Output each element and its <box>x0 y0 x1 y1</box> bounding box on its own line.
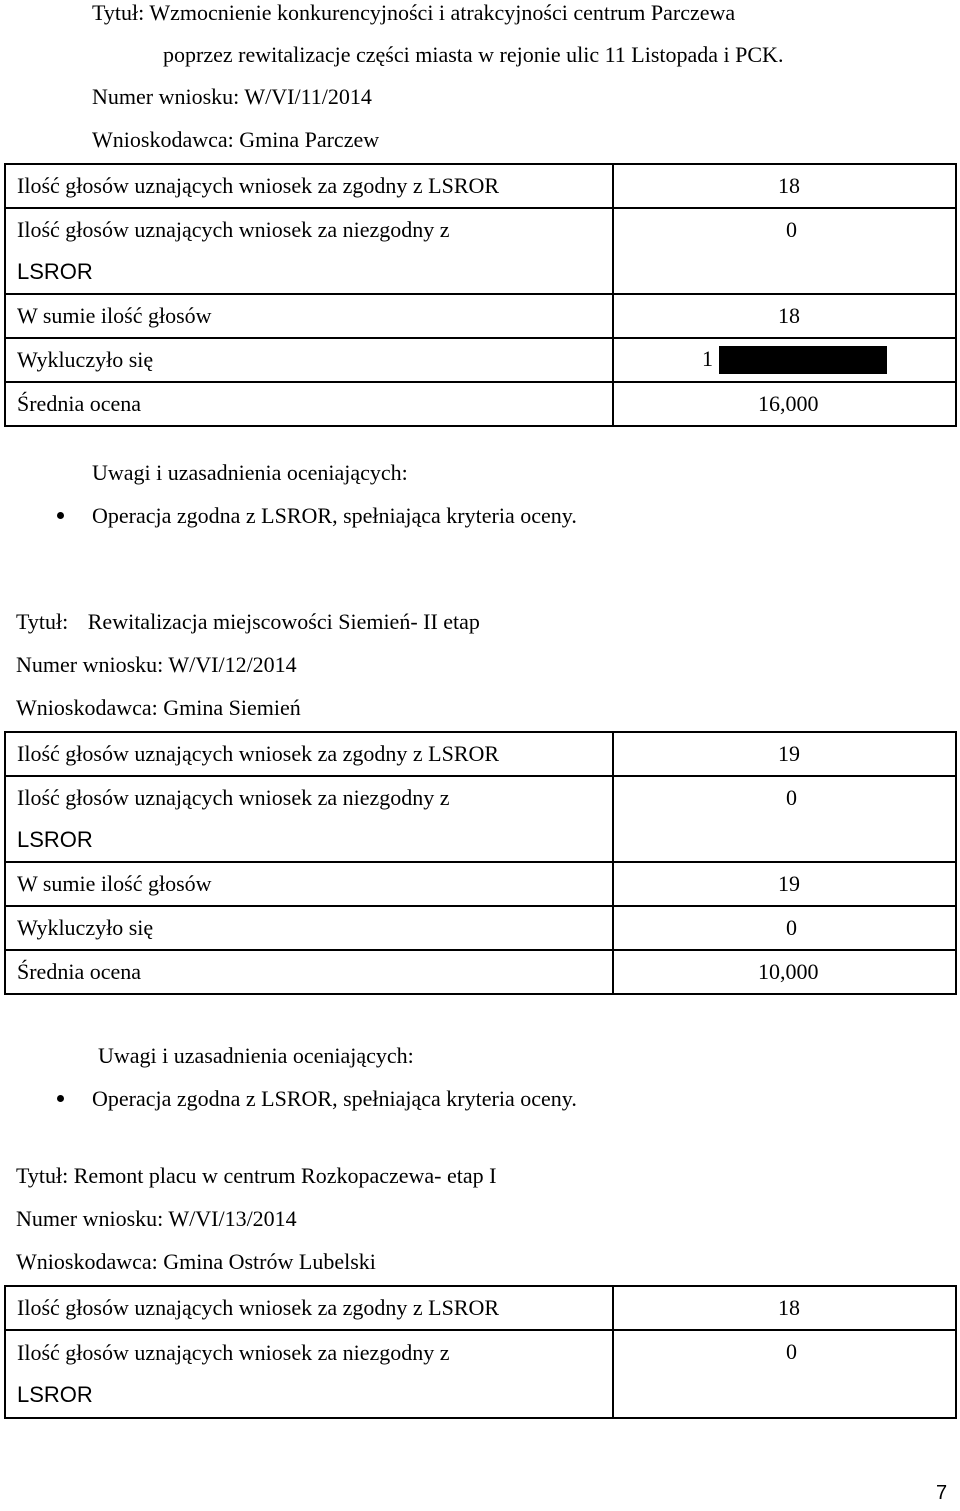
table-row <box>5 906 956 950</box>
row-label: W sumie ilość głosów <box>5 294 613 338</box>
row-value: 16,000 <box>613 382 956 426</box>
entry2-remarks-item: Operacja zgodna z LSROR, spełniająca kryteria oceny. <box>92 1086 577 1111</box>
row-label: Ilość głosów uznających wniosek za niezgodny z LSROR <box>5 776 613 862</box>
row-value: 0 <box>613 208 956 294</box>
row-label: Ilość głosów uznających wniosek za niezgodny z LSROR <box>5 208 613 294</box>
row-label: Ilość głosów uznających wniosek za zgodny z LSROR <box>5 1286 613 1330</box>
row-value: 18 <box>613 1286 956 1330</box>
entry2-application-number: Numer wniosku: W/VI/12/2014 <box>16 652 297 677</box>
row-value: 0 <box>613 906 956 950</box>
bullet-icon <box>57 512 64 519</box>
entry1-title-continued: poprzez rewitalizacje części miasta w rejonie ulic 11 Listopada i PCK. <box>163 42 784 67</box>
row-value: 0 <box>613 1330 956 1418</box>
row-label: Średnia ocena <box>5 950 613 994</box>
entry2-remarks-heading: Uwagi i uzasadnienia oceniających: <box>98 1043 414 1068</box>
entry2-applicant: Wnioskodawca: Gmina Siemień <box>16 695 301 720</box>
row-value: 19 <box>613 732 956 776</box>
table-row <box>5 208 956 294</box>
row-value: 18 <box>613 294 956 338</box>
table-row <box>5 732 956 776</box>
bullet-icon <box>57 1095 64 1102</box>
entry1-remarks-item: Operacja zgodna z LSROR, spełniająca kryteria oceny. <box>92 503 577 528</box>
entry1-votes-table <box>4 163 957 427</box>
entry1-title: Tytuł: Wzmocnienie konkurencyjności i atrakcyjności centrum Parczewa <box>92 0 736 25</box>
entry3-votes-table <box>4 1285 957 1419</box>
row-label: Ilość głosów uznających wniosek za zgodny z LSROR <box>5 732 613 776</box>
entry3-applicant: Wnioskodawca: Gmina Ostrów Lubelski <box>16 1249 376 1274</box>
entry1-application-number: Numer wniosku: W/VI/11/2014 <box>92 84 372 109</box>
table-row <box>5 776 956 862</box>
table-row <box>5 382 956 426</box>
row-value: 1 <box>613 338 956 382</box>
table-row <box>5 294 956 338</box>
row-label: Średnia ocena <box>5 382 613 426</box>
entry1-applicant: Wnioskodawca: Gmina Parczew <box>92 127 380 152</box>
redaction-bar <box>719 346 887 374</box>
row-value: 18 <box>613 164 956 208</box>
row-value: 0 <box>613 776 956 862</box>
table-row <box>5 1286 956 1330</box>
row-label: Ilość głosów uznających wniosek za niezgodny z LSROR <box>5 1330 613 1418</box>
entry2-title: Tytuł: Rewitalizacja miejscowości Siemień- II etap <box>16 609 480 634</box>
row-value: 10,000 <box>613 950 956 994</box>
table-row <box>5 1330 956 1418</box>
entry3-title: Tytuł: Remont placu w centrum Rozkopaczewa- etap I <box>16 1163 497 1188</box>
table-row <box>5 862 956 906</box>
row-label: W sumie ilość głosów <box>5 862 613 906</box>
row-label: Wykluczyło się <box>5 906 613 950</box>
table-row <box>5 338 956 382</box>
page-number: 7 <box>936 1482 948 1504</box>
row-value: 19 <box>613 862 956 906</box>
table-row <box>5 164 956 208</box>
row-label: Wykluczyło się <box>5 338 613 382</box>
table-row <box>5 950 956 994</box>
entry3-application-number: Numer wniosku: W/VI/13/2014 <box>16 1206 297 1231</box>
entry1-remarks-heading: Uwagi i uzasadnienia oceniających: <box>92 460 408 485</box>
row-label: Ilość głosów uznających wniosek za zgodny z LSROR <box>5 164 613 208</box>
entry2-votes-table <box>4 731 957 995</box>
